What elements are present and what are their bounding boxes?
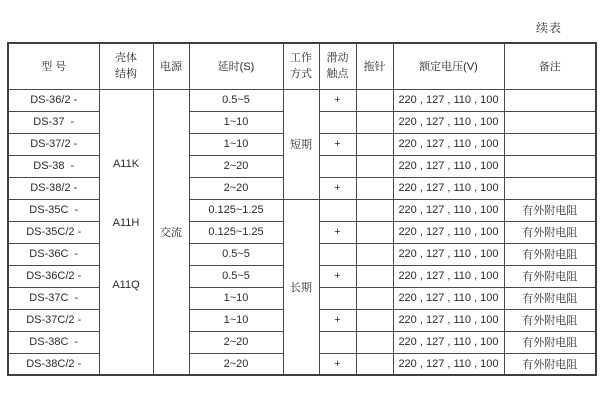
cell-delay: 0.5~5	[189, 243, 283, 265]
cell-drag-needle	[356, 331, 393, 353]
col-header-drag-needle: 拖针	[356, 43, 393, 89]
cell-sliding-contact: +	[319, 265, 356, 287]
shell-group-label: A11Q	[112, 279, 140, 292]
cell-model: DS-38/2 -	[8, 177, 99, 199]
cell-delay: 1~10	[189, 287, 283, 309]
cell-rated-voltage: 220 , 127 , 110 , 100	[393, 111, 504, 133]
cell-sliding-contact	[319, 199, 356, 221]
cell-delay: 1~10	[189, 133, 283, 155]
cell-sliding-contact	[319, 331, 356, 353]
cell-remarks	[504, 177, 596, 199]
cell-drag-needle	[356, 287, 393, 309]
cell-model: DS-38 -	[8, 155, 99, 177]
cell-remarks	[504, 89, 596, 111]
cell-work-mode: 短期	[283, 89, 319, 199]
col-header-model: 型 号	[8, 43, 99, 89]
cell-delay: 1~10	[189, 111, 283, 133]
cell-remarks	[504, 155, 596, 177]
cell-power-source: 交流	[153, 89, 189, 375]
cell-remarks: 有外附电阻	[504, 265, 596, 287]
cell-drag-needle	[356, 177, 393, 199]
shell-group-label: A11H	[112, 217, 140, 230]
cell-sliding-contact	[319, 287, 356, 309]
cell-drag-needle	[356, 199, 393, 221]
cell-rated-voltage: 220 , 127 , 110 , 100	[393, 309, 504, 331]
col-header-work-mode-line2: 方式	[290, 68, 312, 81]
cell-sliding-contact	[319, 155, 356, 177]
cell-remarks: 有外附电阻	[504, 199, 596, 221]
cell-sliding-contact	[319, 111, 356, 133]
cell-rated-voltage: 220 , 127 , 110 , 100	[393, 331, 504, 353]
relay-spec-table	[7, 42, 597, 376]
cell-delay: 2~20	[189, 331, 283, 353]
header-row	[8, 43, 596, 89]
col-header-shell-structure	[99, 43, 153, 89]
col-header-sliding-contact-line2: 触点	[326, 68, 349, 81]
cell-drag-needle	[356, 155, 393, 177]
cell-rated-voltage: 220 , 127 , 110 , 100	[393, 265, 504, 287]
cell-sliding-contact: +	[319, 353, 356, 375]
cell-sliding-contact: +	[319, 177, 356, 199]
cell-remarks: 有外附电阻	[504, 353, 596, 375]
cell-model: DS-37/2 -	[8, 133, 99, 155]
cell-model: DS-37 -	[8, 111, 99, 133]
cell-remarks: 有外附电阻	[504, 309, 596, 331]
cell-drag-needle	[356, 243, 393, 265]
cell-remarks	[504, 111, 596, 133]
spec-table-body	[8, 89, 596, 375]
table-row	[8, 89, 596, 111]
cell-rated-voltage: 220 , 127 , 110 , 100	[393, 243, 504, 265]
col-header-sliding-contact-line1: 滑动	[326, 52, 349, 65]
col-header-power: 电源	[153, 43, 189, 89]
cell-model: DS-36C/2 -	[8, 265, 99, 287]
cell-work-mode: 长期	[283, 199, 319, 375]
cell-rated-voltage: 220 , 127 , 110 , 100	[393, 89, 504, 111]
cell-rated-voltage: 220 , 127 , 110 , 100	[393, 177, 504, 199]
col-header-work-mode	[283, 43, 319, 89]
cell-sliding-contact: +	[319, 89, 356, 111]
cell-remarks: 有外附电阻	[504, 287, 596, 309]
cell-delay: 2~20	[189, 353, 283, 375]
cell-remarks: 有外附电阻	[504, 331, 596, 353]
col-header-work-mode-line1: 工作	[290, 52, 312, 65]
col-header-sliding-contact	[319, 43, 356, 89]
cell-sliding-contact: +	[319, 133, 356, 155]
col-header-shell-line1: 壳体	[115, 52, 137, 65]
cell-drag-needle	[356, 111, 393, 133]
cell-delay: 2~20	[189, 177, 283, 199]
cell-model: DS-38C -	[8, 331, 99, 353]
col-header-rated-voltage: 额定电压(V)	[393, 43, 504, 89]
col-header-shell-line2: 结构	[115, 68, 137, 81]
cell-remarks	[504, 133, 596, 155]
cell-delay: 0.5~5	[189, 89, 283, 111]
cell-drag-needle	[356, 353, 393, 375]
cell-drag-needle	[356, 309, 393, 331]
shell-structure-groups	[100, 91, 153, 373]
cell-drag-needle	[356, 89, 393, 111]
cell-remarks: 有外附电阻	[504, 243, 596, 265]
cell-drag-needle	[356, 265, 393, 287]
cell-drag-needle	[356, 133, 393, 155]
cell-rated-voltage: 220 , 127 , 110 , 100	[393, 199, 504, 221]
col-header-delay: 延时(S)	[189, 43, 283, 89]
cell-sliding-contact: +	[319, 221, 356, 243]
cell-rated-voltage: 220 , 127 , 110 , 100	[393, 133, 504, 155]
shell-group-label: A11K	[112, 158, 140, 171]
cell-shell-structure	[99, 89, 153, 375]
cell-model: DS-37C/2 -	[8, 309, 99, 331]
cell-sliding-contact	[319, 243, 356, 265]
cell-model: DS-36/2 -	[8, 89, 99, 111]
cell-delay: 2~20	[189, 155, 283, 177]
cell-sliding-contact: +	[319, 309, 356, 331]
continued-table-label: 续表	[535, 21, 562, 35]
cell-rated-voltage: 220 , 127 , 110 , 100	[393, 287, 504, 309]
cell-model: DS-38C/2 -	[8, 353, 99, 375]
cell-remarks: 有外附电阻	[504, 221, 596, 243]
cell-model: DS-37C -	[8, 287, 99, 309]
cell-delay: 0.125~1.25	[189, 199, 283, 221]
cell-rated-voltage: 220 , 127 , 110 , 100	[393, 155, 504, 177]
cell-model: DS-36C -	[8, 243, 99, 265]
cell-rated-voltage: 220 , 127 , 110 , 100	[393, 221, 504, 243]
table-row	[8, 199, 596, 221]
cell-model: DS-35C/2 -	[8, 221, 99, 243]
cell-delay: 0.5~5	[189, 265, 283, 287]
cell-delay: 0.125~1.25	[189, 221, 283, 243]
cell-delay: 1~10	[189, 309, 283, 331]
col-header-remarks: 备注	[504, 43, 596, 89]
cell-rated-voltage: 220 , 127 , 110 , 100	[393, 353, 504, 375]
cell-drag-needle	[356, 221, 393, 243]
cell-model: DS-35C -	[8, 199, 99, 221]
